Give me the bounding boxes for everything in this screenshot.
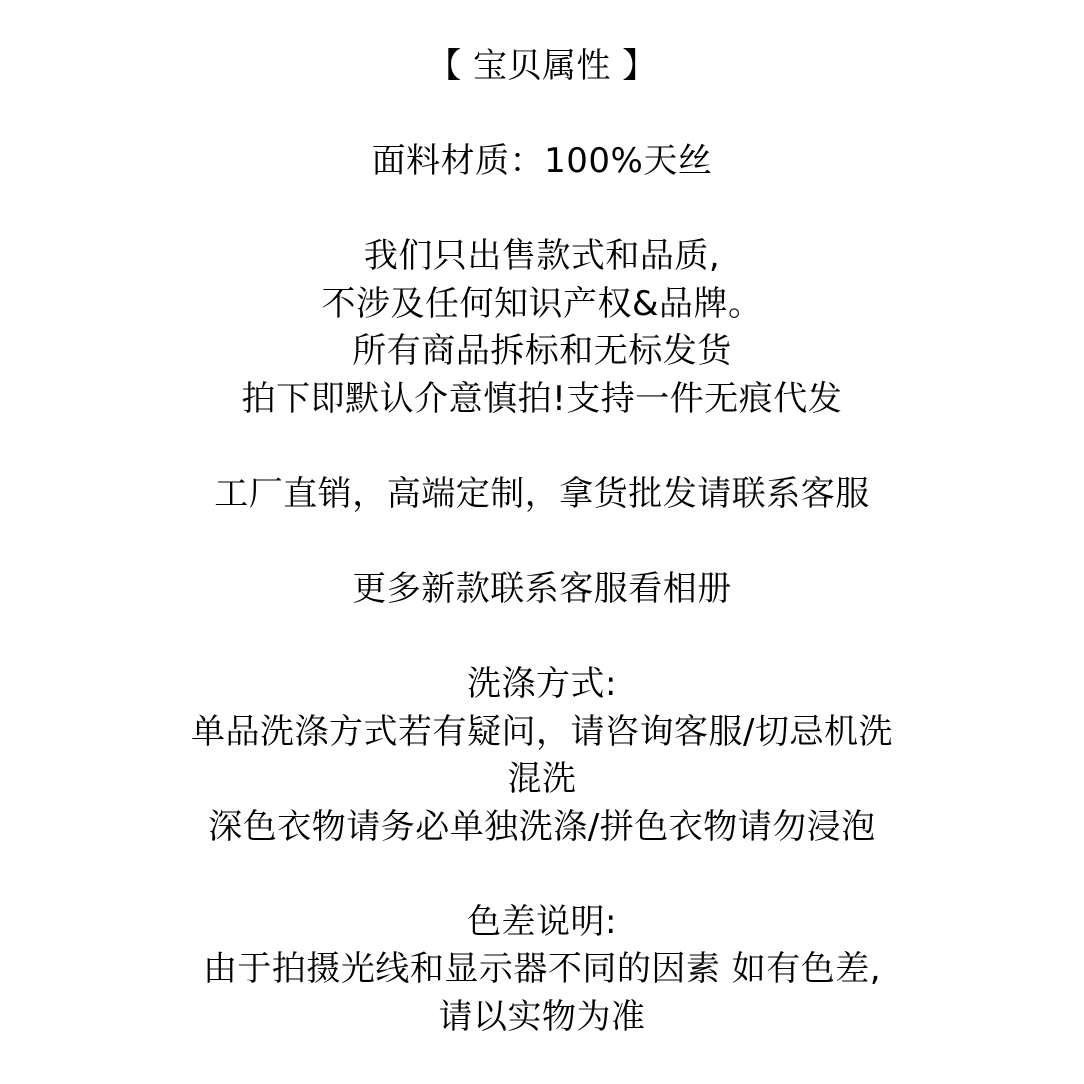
- section-title: 【 宝贝属性 】: [427, 46, 657, 86]
- washing-line-1: 单品洗涤方式若有疑问，请咨询客服/切忌机洗: [191, 712, 893, 752]
- disclaimer-line-1: 我们只出售款式和品质,: [363, 236, 721, 276]
- washing-line-2: 混洗: [507, 759, 577, 799]
- factory-line: 工厂直销，高端定制，拿货批发请联系客服: [214, 474, 870, 514]
- color-note-line-1: 由于拍摄光线和显示器不同的因素 如有色差,: [202, 949, 882, 989]
- washing-line-3: 深色衣物请务必单独洗涤/拼色衣物请勿浸泡: [208, 807, 876, 847]
- disclaimer-line-2: 不涉及任何知识产权&品牌。: [321, 284, 763, 324]
- material-line: 面料材质：100%天丝: [371, 141, 713, 181]
- color-note-line-2: 请以实物为准: [438, 997, 646, 1037]
- more-styles-line: 更多新款联系客服看相册: [352, 569, 732, 609]
- color-note-heading: 色差说明:: [467, 902, 617, 942]
- disclaimer-line-4: 拍下即默认介意慎拍!支持一件无痕代发: [241, 379, 843, 419]
- disclaimer-line-3: 所有商品拆标和无标发货: [352, 331, 732, 371]
- washing-heading: 洗涤方式:: [467, 664, 617, 704]
